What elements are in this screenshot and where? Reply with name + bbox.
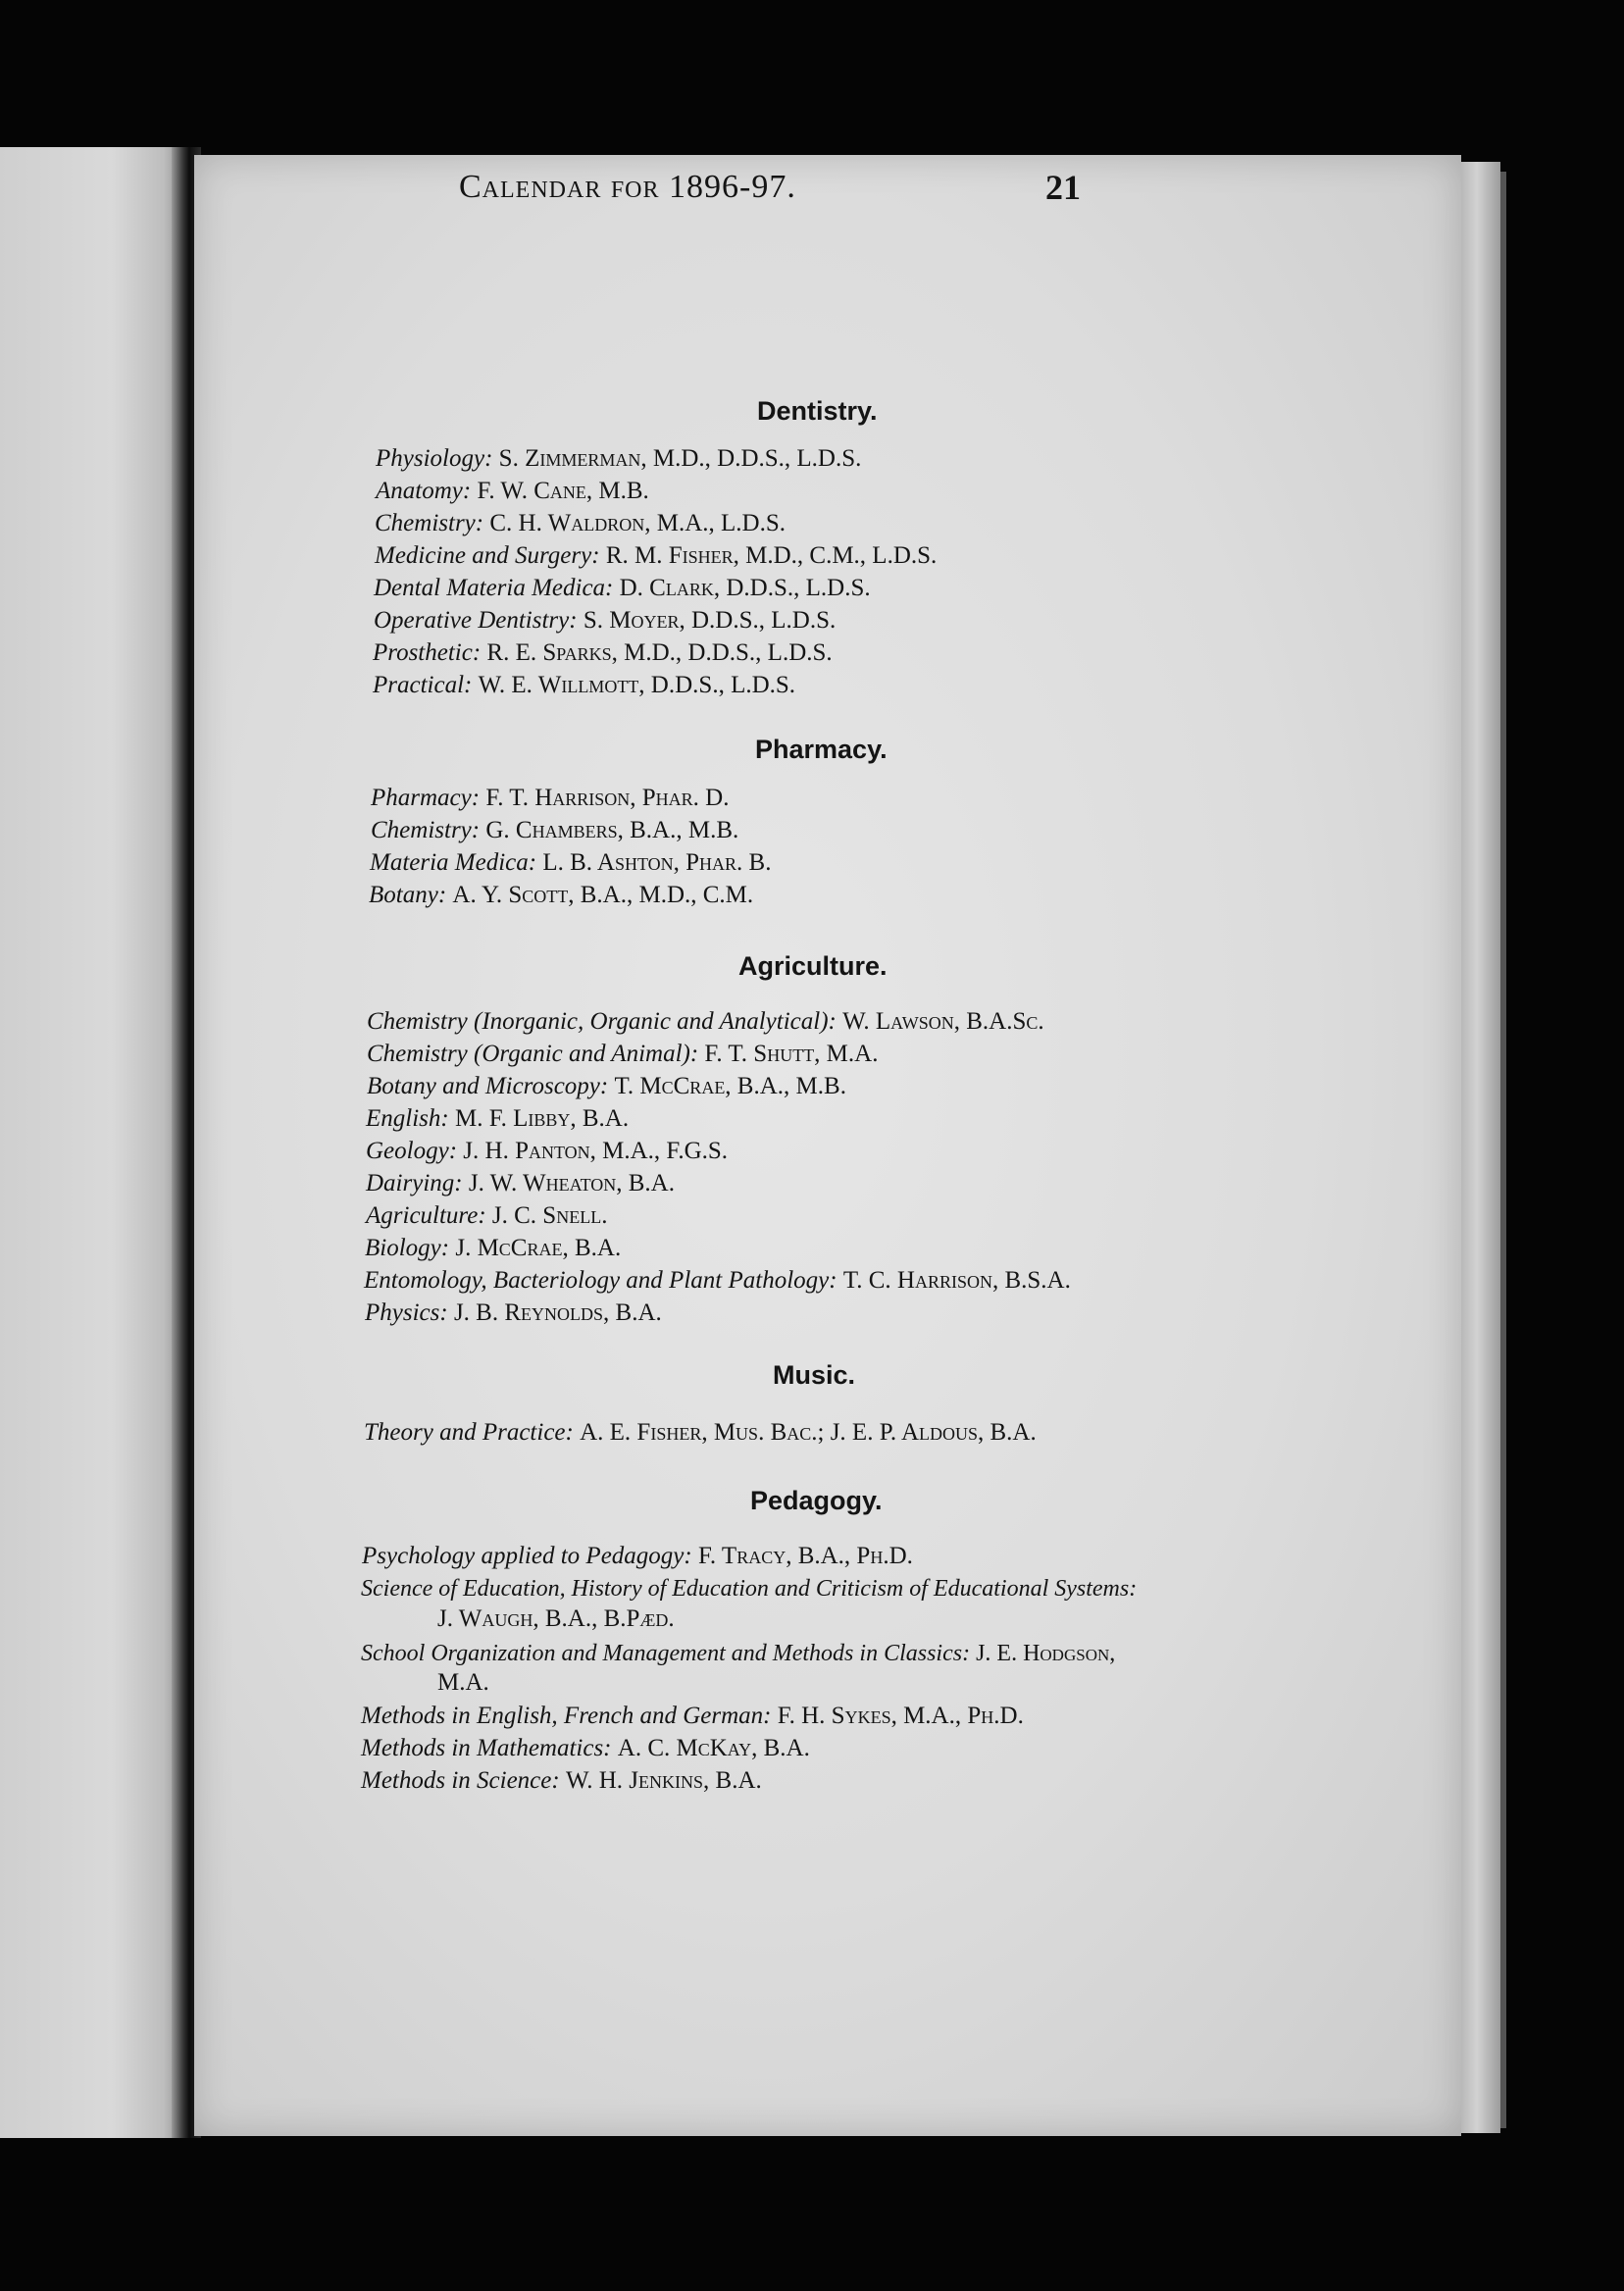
entry-subject: Entomology, Bacteriology and Plant Pathology: xyxy=(364,1267,837,1294)
entry xyxy=(374,606,836,636)
entry-names: S. Moyer, D.D.S., L.D.S. xyxy=(583,607,837,634)
entry xyxy=(361,1766,762,1796)
entry-names: A. Y. Scott, B.A., M.D., C.M. xyxy=(452,882,754,908)
entry-names: F. T. Shutt, M.A. xyxy=(704,1041,879,1067)
entry-names: D. Clark, D.D.S., L.D.S. xyxy=(619,575,871,601)
entry-subject: Prosthetic: xyxy=(373,639,482,666)
section-title-pedagogy: Pedagogy. xyxy=(750,1486,883,1515)
entry-subject: Botany: xyxy=(369,882,447,908)
entry-names: J. C. Snell. xyxy=(491,1202,608,1229)
entry-subject: Chemistry: xyxy=(371,817,481,843)
entry-subject: Dairying: xyxy=(366,1170,463,1196)
entry-subject: Physics: xyxy=(365,1299,448,1326)
entry-subject: Anatomy: xyxy=(376,478,472,504)
entry xyxy=(366,1104,629,1134)
entry-subject: Methods in Mathematics: xyxy=(361,1735,612,1761)
section-title-pharmacy: Pharmacy. xyxy=(755,735,888,764)
entry-names: R. E. Sparks, M.D., D.D.S., L.D.S. xyxy=(486,639,833,666)
entry xyxy=(376,444,861,474)
entry xyxy=(362,1542,913,1571)
entry xyxy=(367,1007,1044,1037)
entry-names: F. Tracy, B.A., Ph.D. xyxy=(697,1543,913,1569)
section-title-agriculture: Agriculture. xyxy=(738,951,888,981)
entry xyxy=(376,477,649,506)
entry xyxy=(361,1734,810,1763)
entry-names: G. Chambers, B.A., M.B. xyxy=(485,817,739,843)
entry-subject: Theory and Practice: xyxy=(364,1419,574,1446)
entry xyxy=(373,671,795,700)
entry xyxy=(367,1040,878,1069)
entry-subject: Chemistry (Organic and Animal): xyxy=(367,1041,699,1067)
entry xyxy=(366,1201,607,1231)
entry-names: F. H. Sykes, M.A., Ph.D. xyxy=(777,1703,1024,1729)
entry xyxy=(371,816,738,845)
entry-names: J. E. Hodgson, xyxy=(976,1641,1116,1666)
entry-subject: Medicine and Surgery: xyxy=(375,542,600,569)
entry-subject: Pharmacy: xyxy=(371,785,481,811)
entry-names: F. W. Cane, M.B. xyxy=(477,478,649,504)
entry xyxy=(366,1169,675,1198)
entry xyxy=(369,881,753,910)
entry xyxy=(367,1072,846,1101)
entry-names: T. McCrae, B.A., M.B. xyxy=(614,1073,846,1099)
entry-subject: Practical: xyxy=(373,672,473,698)
facing-page-edge xyxy=(0,147,186,2138)
entry xyxy=(361,1639,1115,1668)
entry xyxy=(365,1298,662,1328)
page-number: 21 xyxy=(1045,168,1081,207)
entry-names: J. McCrae, B.A. xyxy=(455,1235,622,1261)
entry-subject: Operative Dentistry: xyxy=(374,607,578,634)
entry xyxy=(366,1137,728,1166)
entry xyxy=(371,784,729,813)
entry-names: J. W. Wheaton, B.A. xyxy=(468,1170,675,1196)
entry xyxy=(365,1234,621,1263)
entry-names: W. E. Willmott, D.D.S., L.D.S. xyxy=(478,672,796,698)
page-stack-edge xyxy=(1461,162,1500,2133)
entry-continuation: M.A. xyxy=(437,1669,489,1696)
entry-names: W. Lawson, B.A.Sc. xyxy=(842,1008,1044,1035)
entry-subject: Chemistry: xyxy=(375,510,484,536)
section-title-music: Music. xyxy=(773,1360,856,1390)
entry xyxy=(364,1418,1037,1448)
entry-names: L. B. Ashton, Phar. B. xyxy=(542,849,772,876)
entry-subject: School Organization and Management and Methods in Classics: xyxy=(361,1641,971,1666)
entry-subject: Chemistry (Inorganic, Organic and Analytical): xyxy=(367,1008,837,1035)
entry-names: A. C. McKay, B.A. xyxy=(617,1735,810,1761)
entry-names: A. E. Fisher, Mus. Bac.; J. E. P. Aldous, B.A. xyxy=(580,1419,1037,1446)
entry xyxy=(361,1574,1137,1604)
running-head: Calendar for 1896-97. xyxy=(459,169,796,205)
page-stack-shadow xyxy=(1500,172,1506,2128)
entry-subject: Materia Medica: xyxy=(370,849,537,876)
entry-subject: English: xyxy=(366,1105,449,1132)
entry xyxy=(374,574,871,603)
entry-names: J. B. Reynolds, B.A. xyxy=(453,1299,662,1326)
entry-subject: Agriculture: xyxy=(366,1202,486,1229)
entry-names: J. H. Panton, M.A., F.G.S. xyxy=(463,1138,729,1164)
entry xyxy=(370,848,771,878)
entry-subject: Biology: xyxy=(365,1235,450,1261)
entry xyxy=(364,1266,1071,1296)
entry-continuation: J. Waugh, B.A., B.Pæd. xyxy=(437,1605,675,1632)
entry-names: M. F. Libby, B.A. xyxy=(454,1105,630,1132)
entry-names: F. T. Harrison, Phar. D. xyxy=(485,785,730,811)
entry-names: R. M. Fisher, M.D., C.M., L.D.S. xyxy=(605,542,938,569)
entry xyxy=(375,509,786,538)
entry-names: C. H. Waldron, M.A., L.D.S. xyxy=(489,510,786,536)
entry-names: S. Zimmerman, M.D., D.D.S., L.D.S. xyxy=(498,445,862,472)
entry xyxy=(373,638,833,668)
entry-subject: Dental Materia Medica: xyxy=(374,575,614,601)
entry-subject: Psychology applied to Pedagogy: xyxy=(362,1543,692,1569)
entry xyxy=(375,541,937,571)
entry-subject: Physiology: xyxy=(376,445,493,472)
entry-names: T. C. Harrison, B.S.A. xyxy=(842,1267,1071,1294)
entry-names: W. H. Jenkins, B.A. xyxy=(565,1767,762,1794)
entry-subject: Methods in English, French and German: xyxy=(361,1703,772,1729)
entry-subject: Methods in Science: xyxy=(361,1767,560,1794)
section-title-dentistry: Dentistry. xyxy=(757,396,878,426)
entry-subject: Geology: xyxy=(366,1138,458,1164)
entry-subject: Botany and Microscopy: xyxy=(367,1073,609,1099)
entry-subject: Science of Education, History of Education and Criticism of Educational Systems: xyxy=(361,1576,1138,1602)
entry xyxy=(361,1702,1024,1731)
